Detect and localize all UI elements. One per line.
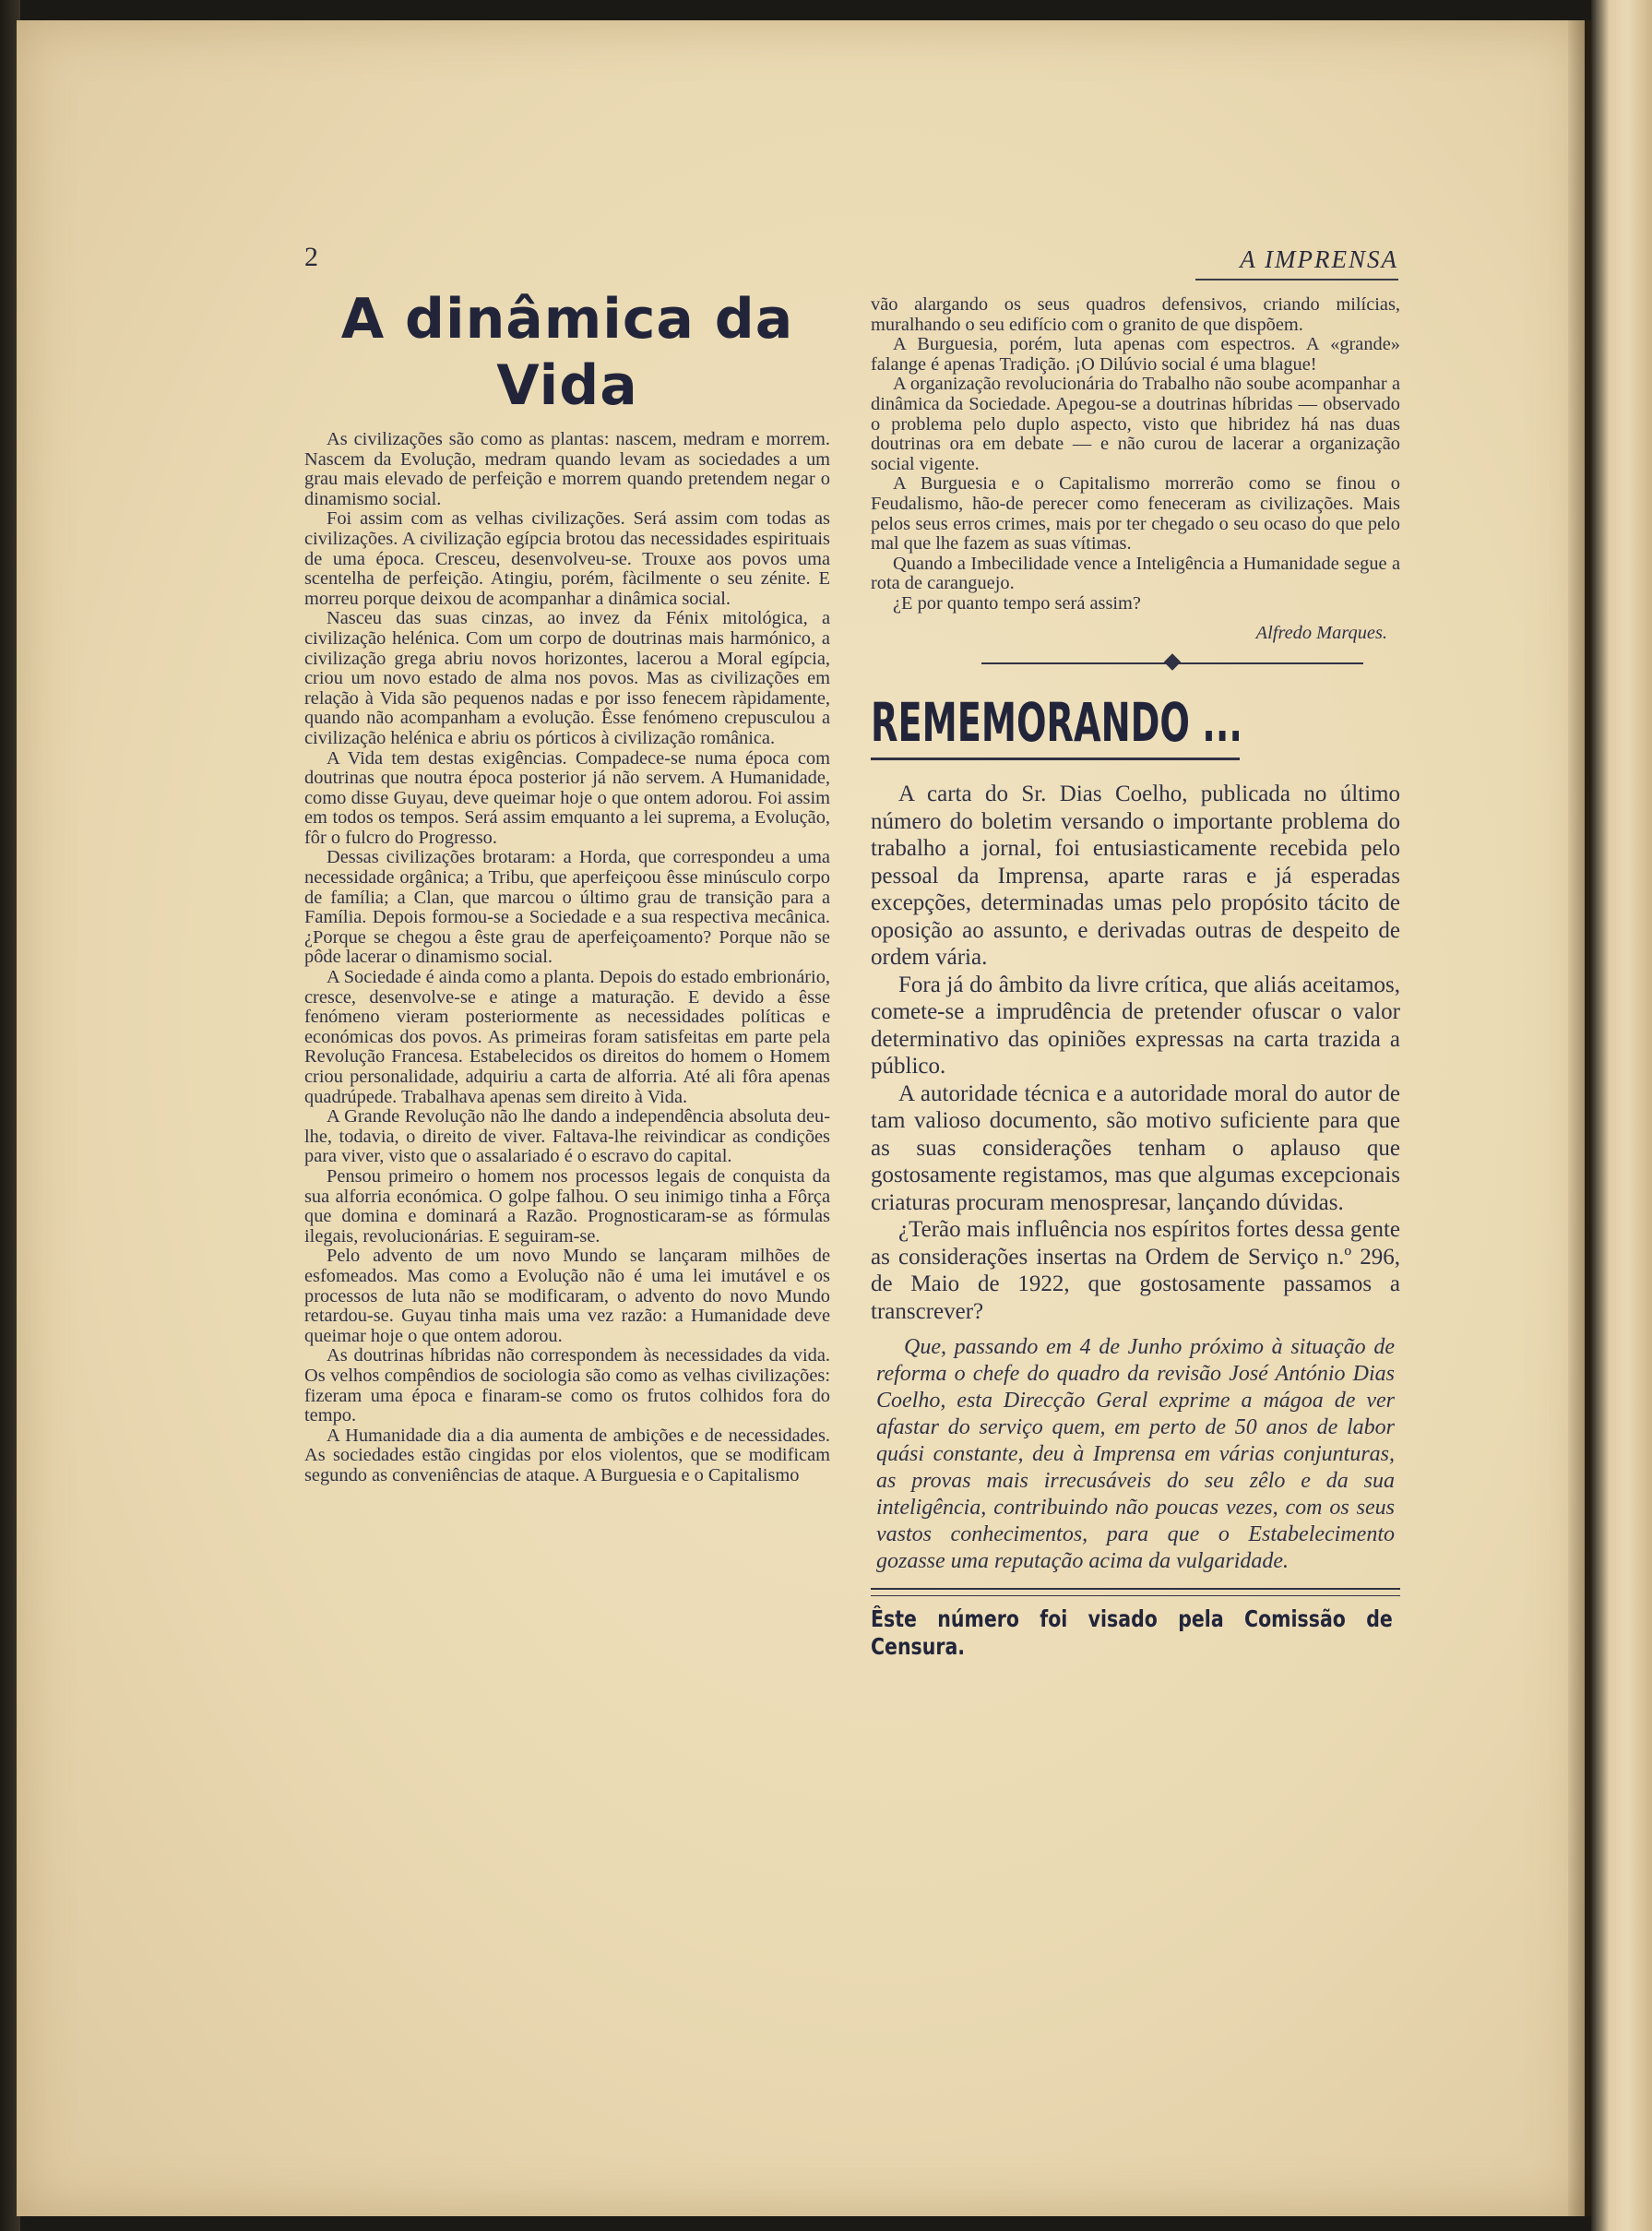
section-divider bbox=[981, 652, 1363, 674]
censorship-notice: Êste número foi visado pela Comissão de Censura. bbox=[871, 1605, 1393, 1661]
article-paragraph: A Sociedade é ainda como a planta. Depois do estado embrionário, cresce, desenvolve-se e atinge a maturação. E devido a êsse fenómeno vieram posteriormente as necessidades políticas e económicas dos povos. As primeiras foram satisfeitas em parte pela Revolução Francesa. Estabelecidos os direitos do homem o Homem criou personalidade, adquiriu a carta de alforria. Até ali fôra apenas quadrúpede. Trabalhava apenas sem direito à Vida. bbox=[304, 967, 830, 1107]
running-head bbox=[301, 242, 1398, 275]
page-number: 2 bbox=[304, 242, 318, 272]
article-paragraph: Foi assim com as velhas civilizações. Será assim com todas as civilizações. A civilização egípcia brotou das necessidades espirituais de uma época. Cresceu, desenvolveu-se. Trouxe aos povos uma scentelha de perfeição. Atingiu, porém, fàcilmente o seu zénite. E morreu porque deixou de acompanhar a dinâmica social. bbox=[304, 508, 830, 609]
article-title: A dinâmica da Vida bbox=[340, 287, 794, 418]
article-continuation: vão alargando os seus quadros defensivos, criando milícias, muralhando o seu edifício com o granito de que dispõem. bbox=[871, 294, 1400, 335]
notice-rule bbox=[871, 1588, 1400, 1596]
article-paragraph: A carta do Sr. Dias Coelho, publicada no último número do boletim versando o importante problema do trabalho a jornal, foi entusiasticamente recebida pelo pessoal da Imprensa, aparte raras e já esperadas excepções, determinadas umas pelo propósito tácito de oposição ao assunto, e derivadas outras de despeito de ordem vária. bbox=[871, 781, 1400, 971]
article-paragraph: Quando a Imbecilidade vence a Inteligência a Humanidade segue a rota de caranguejo. bbox=[871, 553, 1400, 594]
article-paragraph: ¿E por quanto tempo será assim? bbox=[893, 592, 1141, 614]
article-paragraph: Pelo advento de um novo Mundo se lançaram milhões de esfomeados. Mas como a Evolução não é uma lei imutável e os processos de luta não se modificaram, o advento do novo Mundo retardou-se. Guyau tinha mais uma vez razão: a Humanidade deve queimar hoje o que ontem adorou. bbox=[304, 1246, 830, 1346]
article-paragraph: Pensou primeiro o homem nos processos legais de conquista da sua alforria económica. O golpe falhou. O seu inimigo tinha a Fôrça que domina e dominará a Razão. Prognosticaram-se as fórmulas ilegais, revolucionárias. E seguiram-se. bbox=[304, 1165, 830, 1247]
diamond-ornament-icon bbox=[1164, 653, 1181, 670]
article-paragraph: Dessas civilizações brotaram: a Horda, que correspondeu a uma necessidade orgânica; a Tribu, que aperfeiçoou êsse minúsculo corpo de família; a Clan, que marcou o último grau de transição para a Família. Depois formou-se a Sociedade e a sua respectiva mecânica. ¿Porque se chegou a êste grau de aperfeiçoamento? Porque não se pôde lacerar o dinamismo social. bbox=[304, 847, 830, 968]
article-paragraph: ¿Terão mais influência nos espíritos fortes dessa gente as considerações insertas na Ordem de Serviço n.º 296, de Maio de 1922, que gostosamente passamos a transcrever? bbox=[871, 1217, 1400, 1324]
section-title-rule bbox=[871, 758, 1240, 760]
rememorando-body bbox=[871, 781, 1400, 1325]
article-paragraph: As doutrinas híbridas não correspondem às necessidades da vida. Os velhos compêndios de sociologia são como as velhas civilizações: fizeram uma época e finaram-se como os frutos colhidos fora do tempo. bbox=[304, 1345, 830, 1426]
article-paragraph: A Burguesia, porém, luta apenas com espectros. A «grande» falange é apenas Tradição. ¡O Dilúvio social é uma blague! bbox=[871, 334, 1400, 375]
left-column bbox=[304, 286, 830, 1485]
article-byline: Alfredo Marques. bbox=[1255, 622, 1387, 643]
header-rule bbox=[1195, 279, 1398, 280]
section-title: REMEMORANDO ... bbox=[871, 691, 1242, 755]
article-paragraph: A organização revolucionária do Trabalho não soube acompanhar a dinâmica da Sociedade. Apegou-se a doutrinas híbridas — observado o problema pelo duplo aspecto, visto que hibridez há nas duas doutrinas ora em debate — e não curou de lacerar a organização social vigente. bbox=[871, 374, 1400, 474]
article-paragraph: A Grande Revolução não lhe dando a independência absoluta deu-lhe, todavia, o direito de viver. Faltava-lhe reivindicar as condições para viver, visto que o assalariado é o escravo do capital. bbox=[304, 1106, 830, 1167]
article-paragraph: A Humanidade dia a dia aumenta de ambições e de necessidades. As sociedades estão cingidas por elos violentos, que se modificam segundo as conveniências de ataque. A Burguesia e o Capitalismo bbox=[304, 1425, 830, 1485]
right-column bbox=[871, 295, 1400, 1661]
next-page-edge bbox=[1591, 0, 1652, 2231]
article-paragraph: As civilizações são como as plantas: nascem, medram e morrem. Nascem da Evolução, medram quando levam as sociedades a um grau mais elevado de perfeição e morrem quando pretendem negar o dinamismo social. bbox=[304, 429, 830, 509]
page-fold-shadow bbox=[1568, 20, 1592, 2216]
publication-name: A IMPRENSA bbox=[1240, 245, 1398, 273]
quoted-service-order: Que, passando em 4 de Junho próximo à situação de reforma o chefe do quadro da revisão José António Dias Coelho, esta Direcção Geral exprime a mágoa de ver afastar do serviço quem, em perto de 50 anos de labor quási constante, deu à Imprensa em várias conjunturas, as provas mais irrecusáveis do seu zêlo e da sua inteligência, contribuindo não poucas vezes, com os seus vastos conhecimentos, para que o Estabelecimento gozasse uma reputação acima da vulgaridade. bbox=[876, 1335, 1395, 1574]
article-paragraph: Nasceu das suas cinzas, ao invez da Fénix mitológica, a civilização helénica. Com um corpo de doutrinas mais harmónico, a civilização grega abriu novos horizontes, lacerou a Moral egípcia, criou um novo estado de alma nos povos. Mas as civilizações em relação à Vida são pequenos nadas e por isso fenecem ràpidamente, quando não acompanham a evolução. Êsse fenómeno crepusculou a civilização helénica e abriu os pórticos à civilização românica. bbox=[304, 608, 830, 748]
article-paragraph: A autoridade técnica e a autoridade moral do autor de tam valioso documento, são motivo suficiente para que as suas considerações tenham o aplauso que gostosamente registamos, mas que algumas excepcionais criaturas procuram menospresar, lançando dúvidas. bbox=[871, 1080, 1400, 1215]
article-paragraph: A Vida tem destas exigências. Compadece-se numa época com doutrinas que noutra época posterior já não servem. A Humanidade, como disse Guyau, deve queimar hoje o que ontem adorou. Foi assim em todos os tempos. Será assim emquanto a lei suprema, a Evolução, fôr o fulcro do Progresso. bbox=[304, 747, 830, 848]
article-paragraph: A Burguesia e o Capitalismo morrerão como se finou o Feudalismo, hão-de perecer como feneceram as civilizações. Mais pelos seus erros crimes, mais por ter chegado o seu ocaso do que pelo mal que lhe fazem as suas vítimas. bbox=[871, 473, 1400, 555]
article-paragraph: Fora já do âmbito da livre crítica, que aliás aceitamos, comete-se a imprudência de pretender ofuscar o valor determinativo das opiniões expressas na carta trazida a público. bbox=[871, 972, 1400, 1080]
